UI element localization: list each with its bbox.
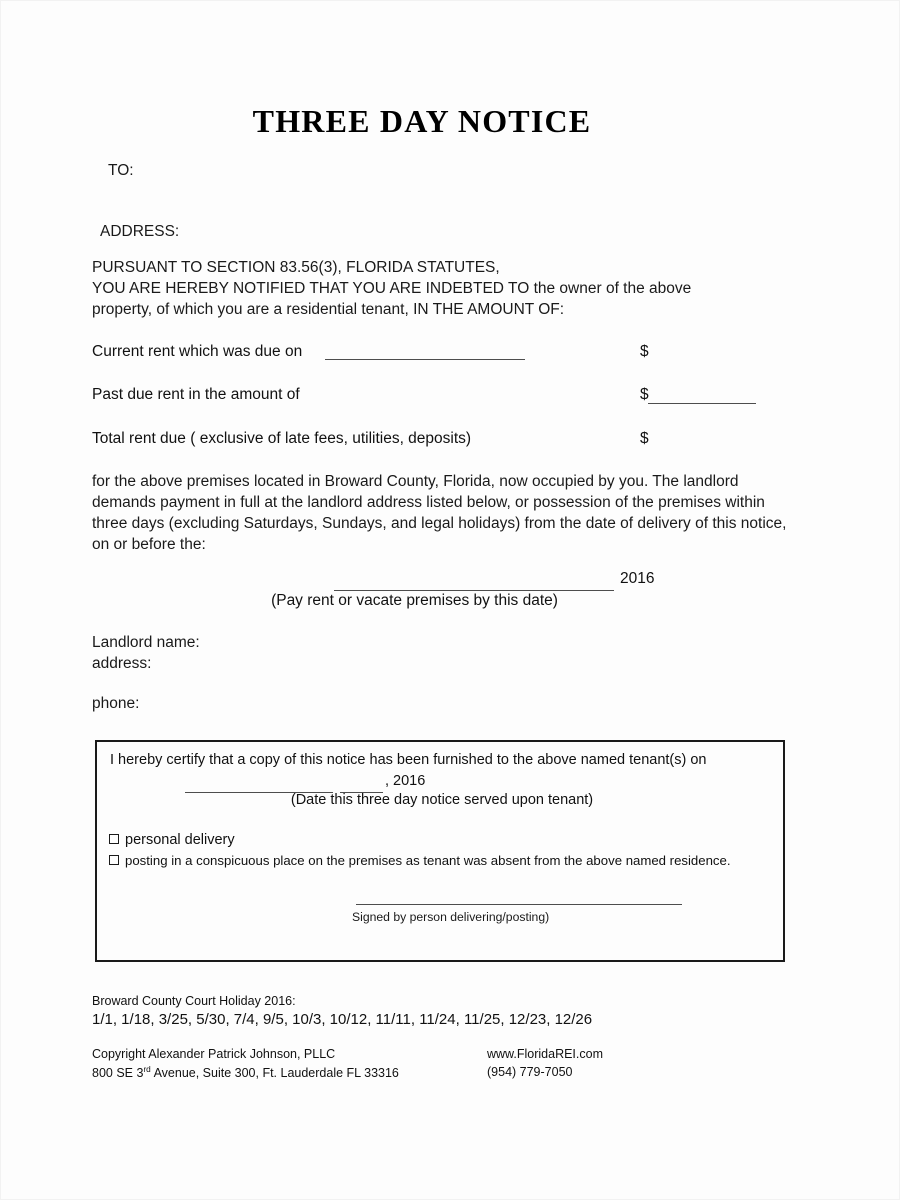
past-due-amount-blank-line[interactable] xyxy=(648,403,756,404)
copyright-line-2 xyxy=(92,1065,399,1080)
amount-row-label: Past due rent in the amount of xyxy=(92,386,300,403)
certificate-of-service-box xyxy=(95,740,785,962)
address-field-label: ADDRESS: xyxy=(100,223,180,240)
checkbox-icon[interactable] xyxy=(109,855,119,865)
compliance-date-blank-line[interactable] xyxy=(334,590,614,591)
premises-paragraph: for the above premises located in Broward County, Florida, now occupied by you. The landlord demands payment in full at the landlord address listed below, or possession of the premises within three days (excluding Saturdays, Sundays, and legal holidays) from the date of delivery of this notice, on or before the: xyxy=(92,473,787,553)
holiday-schedule-dates: 1/1, 1/18, 3/25, 5/30, 7/4, 9/5, 10/3, 10/12, 11/11, 11/24, 11/25, 12/23, 12/26 xyxy=(92,1011,593,1028)
currency-symbol: $ xyxy=(640,386,649,403)
ordinal-suffix: rd xyxy=(143,1065,151,1074)
landlord-phone-label: phone: xyxy=(92,695,140,712)
service-date-caption: (Date this three day notice served upon tenant) xyxy=(290,792,594,808)
website-link[interactable]: www.FloridaREI.com xyxy=(487,1047,603,1061)
landlord-address-label: address: xyxy=(92,655,152,672)
contact-phone: (954) 779-7050 xyxy=(487,1065,573,1079)
statute-line-2: YOU ARE HEREBY NOTIFIED THAT YOU ARE INDEBTED TO the owner of the above xyxy=(92,280,692,297)
to-field-label: TO: xyxy=(108,162,134,179)
due-date-blank-line[interactable] xyxy=(325,359,525,360)
copyright-line-1: Copyright Alexander Patrick Johnson, PLLC xyxy=(92,1047,336,1061)
checkbox-option-posting[interactable] xyxy=(109,853,731,868)
holiday-schedule-title: Broward County Court Holiday 2016: xyxy=(92,994,296,1008)
currency-symbol: $ xyxy=(640,343,649,360)
signature-caption: Signed by person delivering/posting) xyxy=(352,910,550,924)
compliance-date-caption: (Pay rent or vacate premises by this date) xyxy=(271,592,558,609)
amount-row-label: Current rent which was due on xyxy=(92,343,303,360)
statute-line-1: PURSUANT TO SECTION 83.56(3), FLORIDA STATUTES, xyxy=(92,259,500,276)
address-prefix: 800 SE 3 xyxy=(92,1066,144,1081)
page-title: THREE DAY NOTICE xyxy=(252,103,592,139)
checkbox-option-label: posting in a conspicuous place on the premises as tenant was absent from the above named residence. xyxy=(125,853,731,868)
address-suffix: Avenue, Suite 300, Ft. Lauderdale FL 33316 xyxy=(150,1066,399,1081)
compliance-date-year: 2016 xyxy=(620,570,655,587)
certification-statement: I hereby certify that a copy of this notice has been furnished to the above named tenant(s) on xyxy=(110,752,707,768)
checkbox-option-personal-delivery[interactable] xyxy=(109,832,235,848)
service-year-text: , 2016 xyxy=(385,773,426,789)
statute-paragraph xyxy=(92,257,798,320)
checkbox-option-label: personal delivery xyxy=(125,832,235,848)
landlord-name-label: Landlord name: xyxy=(92,634,200,651)
checkbox-icon[interactable] xyxy=(109,834,119,844)
statute-line-3: property, of which you are a residential tenant, IN THE AMOUNT OF: xyxy=(92,301,565,318)
signature-blank-line[interactable] xyxy=(356,904,682,905)
amount-row-label: Total rent due ( exclusive of late fees, utilities, deposits) xyxy=(92,430,472,447)
currency-symbol: $ xyxy=(640,430,649,447)
